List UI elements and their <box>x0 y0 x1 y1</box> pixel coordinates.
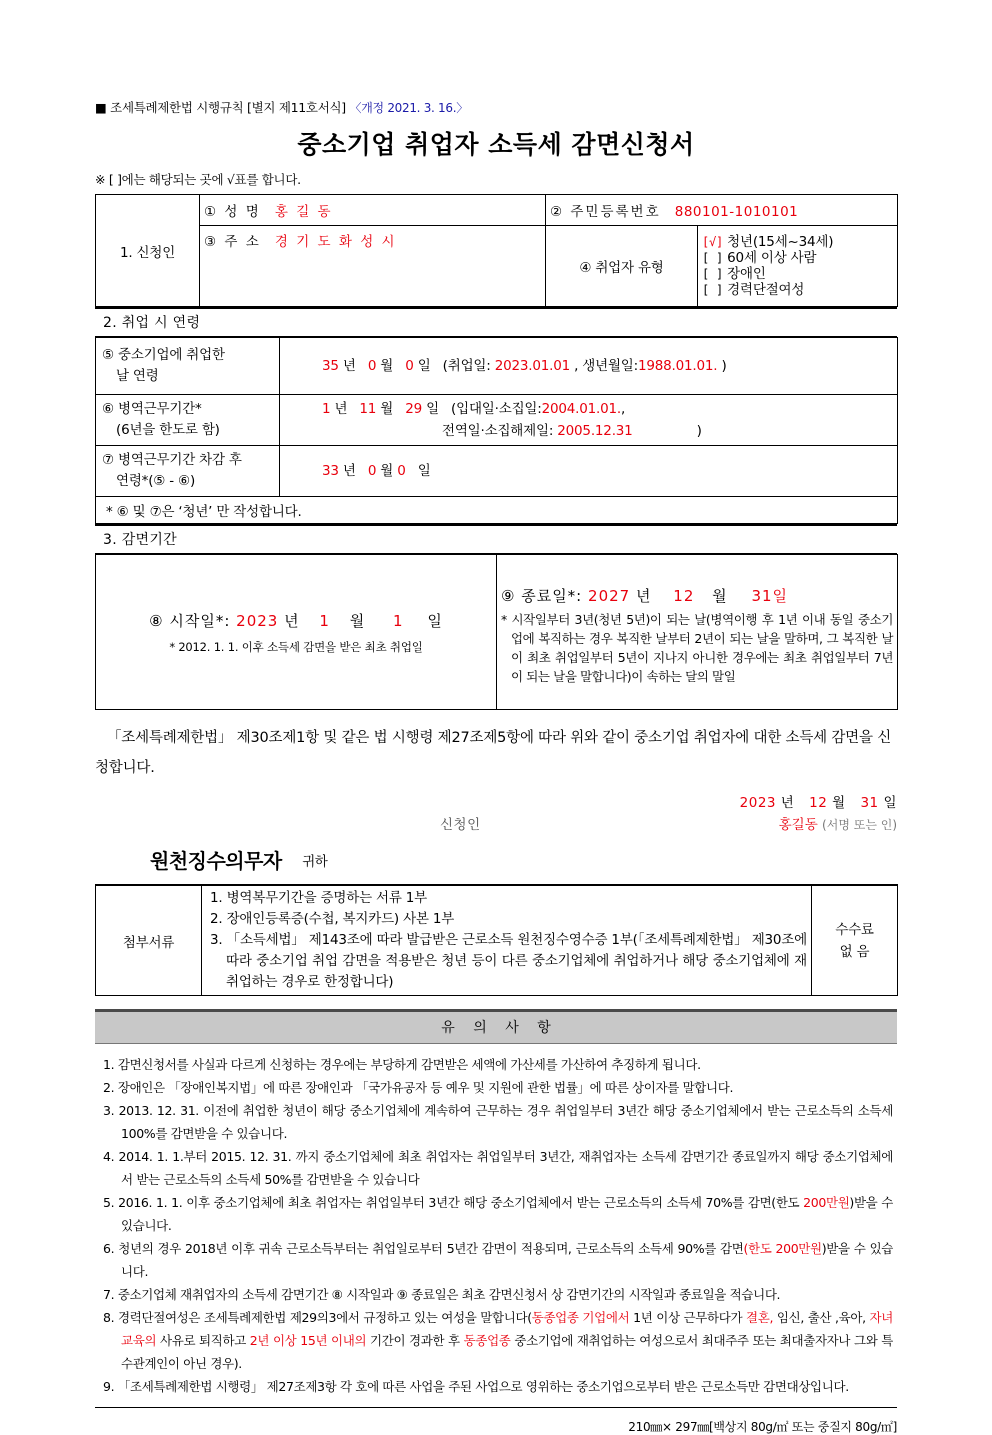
end-day: 31일 <box>751 586 789 605</box>
notice-text: 2014. 1. 1.부터 2015. 12. 31. 까지 중소기업체에 최초 취업자는 취업일부터 3년간, 재취업자는 소득세 감면기간 종료일까지 해당 중소기업체에서 받는 근로소득의 소득세 50%를 감면받을 수 있습니다 <box>118 1149 893 1187</box>
end-month: 12 <box>673 586 695 605</box>
declaration-year-unit: 년 <box>780 795 795 811</box>
address-label: ③ 주 소 <box>204 234 261 250</box>
employee-type-options <box>698 226 898 307</box>
type-option-label: 장애인 <box>727 266 766 282</box>
start-date-label: ⑧ 시작일*: <box>149 611 231 630</box>
type-option-senior[interactable] <box>702 250 893 266</box>
declaration-month: 12 <box>809 795 828 811</box>
row5-label <box>96 338 280 395</box>
employee-type-label: ④ 취업자 유형 <box>546 226 698 307</box>
row7-label-line2: 연령*(⑤ - ⑥) <box>116 473 196 489</box>
notice-item <box>99 1375 893 1398</box>
declaration-day: 31 <box>860 795 879 811</box>
fee-value: 없 음 <box>839 943 870 960</box>
row6-value <box>280 395 898 446</box>
row5-unit-year: 년 <box>342 358 356 374</box>
start-date-cell <box>96 555 497 710</box>
row6-line2 <box>322 420 893 442</box>
section2-heading: 2. 취업 시 연령 <box>95 307 897 337</box>
notice-item <box>99 1191 893 1237</box>
fee-cell <box>812 885 898 996</box>
address-field <box>200 226 546 307</box>
declaration-month-unit: 월 <box>832 795 846 811</box>
row7-unit-month: 월 <box>380 463 394 479</box>
row5-birth-prefix: , 생년월일: <box>574 358 638 374</box>
row6-months: 11 <box>359 401 377 417</box>
end-unit-year: 년 <box>636 586 652 605</box>
recipient-title: 원천징수의무자 <box>150 849 282 873</box>
attachments-label: 첨부서류 <box>96 885 202 996</box>
notice-text: )받을 수 있습니다. <box>121 1195 894 1233</box>
checkbox-icon[interactable]: [ ] <box>702 251 724 265</box>
notice-text: )받을 수 있습니다. <box>121 1241 894 1279</box>
declaration-year: 2023 <box>739 795 776 811</box>
end-date-label: ⑨ 종료일*: <box>501 586 583 605</box>
row5-label-line2: 날 연령 <box>116 368 159 384</box>
row5-hire-date: 2023.01.01 <box>494 358 570 374</box>
notice-number: 2. <box>103 1080 118 1095</box>
row6-enlist-date: 2004.01.01. <box>541 401 621 417</box>
table-row <box>96 195 898 226</box>
end-unit-month: 월 <box>712 586 728 605</box>
notice-text: 중소기업체 재취업자의 소득세 감면기간 ⑧ 시작일과 ⑨ 종료일은 최초 감면신청서 상 감면기간의 시작일과 종료일을 적습니다. <box>117 1287 781 1302</box>
row5-label-line1: ⑤ 중소기업에 취업한 <box>102 347 225 363</box>
row5-unit-day: 일 <box>417 358 431 374</box>
address-value: 경 기 도 화 성 시 <box>274 234 397 250</box>
list-item: 3. 「소득세법」 제143조에 따라 발급받은 근로소득 원천징수영수증 1부(「조세특례제한법」 제30조에 따라 중소기업 취업 감면을 적용받은 청년 등이 다른 중소기업체에 취업하거나 해당 중소기업체에 재취업하는 경우로 한정합니다) <box>210 932 807 990</box>
notice-item <box>99 1237 893 1283</box>
notices-list <box>95 1044 897 1408</box>
notice-highlight: 결혼, <box>746 1310 774 1325</box>
notice-text: 2013. 12. 31. 이전에 취업한 청년이 해당 중소기업체에 계속하여 근무하는 경우 취업일부터 3년간 해당 중소기업체에서 받는 근로소득의 소득세 100%를 감면받을 수 있습니다. <box>118 1103 893 1141</box>
row7-label-line1: ⑦ 병역근무기간 차감 후 <box>102 452 242 468</box>
table-row <box>96 395 898 446</box>
notice-number: 8. <box>103 1310 119 1325</box>
name-value: 홍 길 동 <box>274 204 333 220</box>
table-row <box>96 338 898 395</box>
row7-years: 33 <box>322 463 339 479</box>
notice-text: 1년 이상 근무하다가 <box>629 1310 746 1325</box>
table-row <box>96 226 898 307</box>
notice-highlight: 200만원 <box>803 1195 850 1210</box>
employment-age-table <box>95 337 898 524</box>
type-option-youth[interactable] <box>702 234 893 250</box>
row5-days: 0 <box>405 358 414 374</box>
attachments-list <box>202 885 812 996</box>
end-date-note: * 시작일부터 3년(청년 5년)이 되는 날(병역이행 후 1년 이내 동일 중소기업에 복직하는 경우 복직한 날부터 2년이 되는 날을 말하며, 그 복직한 날이 최초 취업일부터 5년이 지나지 아니한 경우에는 최초 취업일부터 7년이 되는 날을 말합니다)이 속하는 달의 말일 <box>501 611 893 684</box>
row5-years: 35 <box>322 358 339 374</box>
applicant-table <box>95 194 898 307</box>
paper-spec: 210㎜× 297㎜[백상지 80g/㎡ 또는 중질지 80g/㎡] <box>628 1420 897 1434</box>
row6-days: 29 <box>405 401 423 417</box>
row6-suffix: ) <box>696 423 702 439</box>
row6-label-line2: (6년을 한도로 함) <box>116 422 220 438</box>
applicant-signature-block <box>779 813 897 833</box>
notice-highlight: 동종업종 <box>463 1333 511 1348</box>
fee-label: 수수료 <box>835 921 874 938</box>
name-field <box>200 195 546 226</box>
notice-text: 임신, 출산 ,육아, <box>773 1310 870 1325</box>
reduction-period-table <box>95 554 898 710</box>
row6-years: 1 <box>322 401 331 417</box>
form-code-line <box>95 98 897 116</box>
row6-unit-day: 일 <box>426 401 439 417</box>
row5-value <box>280 338 898 395</box>
notice-number: 9. <box>103 1379 118 1394</box>
table-row <box>96 446 898 497</box>
row7-value <box>280 446 898 497</box>
notice-item <box>99 1145 893 1191</box>
table-row <box>96 885 898 996</box>
row6-line1 <box>322 398 893 420</box>
start-unit-year: 년 <box>284 611 300 630</box>
end-year: 2027 <box>588 586 631 605</box>
notice-text: 장애인은 「장애인복지법」에 따른 장애인과 「국가유공자 등 예우 및 지원에 관한 법률」에 따른 상이자를 말합니다. <box>117 1080 734 1095</box>
row7-months: 0 <box>367 463 377 479</box>
signature-hint: (서명 또는 인) <box>822 818 897 832</box>
row5-unit-month: 월 <box>380 358 394 374</box>
rrn-field <box>546 195 898 226</box>
declaration-date <box>95 791 897 811</box>
row6-comma: , <box>621 401 626 417</box>
row6-enlist-prefix: (입대일·소집일: <box>451 401 542 417</box>
signature-row <box>95 813 897 839</box>
notice-text: 「조세특례제한법 시행령」 제27조제3항 각 호에 따른 사업을 주된 사업으로 영위하는 중소기업으로부터 받은 근로소득만 감면대상입니다. <box>117 1379 849 1394</box>
list-item: 2. 장애인등록증(수첩, 복지카드) 사본 1부 <box>210 911 455 927</box>
declaration-text: 「조세특례제한법」 제30조제1항 및 같은 법 시행령 제27조제5항에 따라 위와 같이 중소기업 취업자에 대한 소득세 감면을 신청합니다. <box>95 730 892 776</box>
notice-item <box>99 1283 893 1306</box>
type-option-label: 60세 이상 사람 <box>727 250 817 266</box>
form-sheet <box>95 0 897 1435</box>
notices-section <box>95 1009 897 1408</box>
table-row <box>96 555 898 710</box>
notice-text: 사유로 퇴직하고 <box>156 1333 250 1348</box>
row5-suffix: ) <box>721 358 727 374</box>
type-option-label: 경력단절여성 <box>727 282 805 298</box>
section3-heading: 3. 감면기간 <box>95 524 897 554</box>
notice-highlight: 2년 이상 15년 이내의 <box>249 1333 367 1348</box>
checkbox-instruction: ※ [ ]에는 해당되는 곳에 √표를 합니다. <box>95 172 301 187</box>
start-year: 2023 <box>236 611 279 630</box>
end-date-line <box>501 585 893 606</box>
type-option-disabled[interactable] <box>702 266 893 282</box>
checkbox-icon[interactable]: [ ] <box>702 283 724 297</box>
name-label: ① 성 명 <box>204 204 261 220</box>
notice-highlight: 동종업종 기업에서 <box>531 1310 630 1325</box>
notice-item <box>99 1306 893 1375</box>
notice-number: 6. <box>103 1241 119 1256</box>
page-title: 중소기업 취업자 소득세 감면신청서 <box>297 130 695 159</box>
row6-unit-year: 년 <box>334 401 348 417</box>
notice-text: 경력단절여성은 조세특례제한법 제29의3에서 규정하고 있는 여성을 말합니다( <box>118 1310 532 1325</box>
row5-months: 0 <box>367 358 377 374</box>
row5-birth-date: 1988.01.01. <box>638 358 718 374</box>
start-month: 1 <box>319 611 330 630</box>
form-revision-text: 〈개정 2021. 3. 16.〉 <box>349 101 468 115</box>
notice-item <box>99 1099 893 1145</box>
rrn-label: ② 주민등록번호 <box>550 204 661 220</box>
notice-text: 중소기업에 재취업하는 여성으로서 최대주주 또는 최대출자자나 그와 특수관계인이 아닌 경우). <box>121 1333 893 1371</box>
row6-discharge-date: 2005.12.31 <box>557 423 633 439</box>
notice-item <box>99 1076 893 1099</box>
row7-days: 0 <box>397 463 406 479</box>
type-option-career-break-woman[interactable] <box>702 282 893 298</box>
row7-unit-year: 년 <box>342 463 356 479</box>
section2-footnote: * ⑥ 및 ⑦은 ‘청년’ 만 작성합니다. <box>96 497 898 524</box>
rrn-value: 880101-1010101 <box>674 204 799 220</box>
row6-label <box>96 395 280 446</box>
end-date-cell <box>497 555 898 710</box>
notice-number: 1. <box>103 1057 118 1072</box>
notice-number: 5. <box>103 1195 119 1210</box>
row5-hire-prefix: (취업일: <box>442 358 491 374</box>
declaration-day-unit: 일 <box>883 795 897 811</box>
recipient-line <box>95 845 897 874</box>
row6-unit-month: 월 <box>380 401 394 417</box>
notice-item <box>99 1053 893 1076</box>
start-date-note: * 2012. 1. 1. 이후 소득세 감면을 받은 최초 취업일 <box>169 639 423 654</box>
attachments-table <box>95 884 898 996</box>
section1-row-label: 1. 신청인 <box>96 195 200 307</box>
start-unit-day: 일 <box>427 611 443 630</box>
applicant-signature-name: 홍길동 <box>778 817 818 833</box>
row6-label-line1: ⑥ 병역근무기간* <box>102 401 202 417</box>
type-option-label: 청년(15세~34세) <box>727 234 834 250</box>
checkbox-icon[interactable]: [ ] <box>702 267 724 281</box>
notice-text: 2016. 1. 1. 이후 중소기업체에 최초 취업자는 취업일부터 3년간 해당 중소기업체에서 받는 근로소득의 소득세 70%를 감면(한도 <box>118 1195 804 1210</box>
row7-unit-day: 일 <box>417 463 431 479</box>
notices-heading: 유 의 사 항 <box>95 1009 897 1044</box>
notice-text: 감면신청서를 사실과 다르게 신청하는 경우에는 부당하게 감면받은 세액에 가산세를 가산하여 추징하게 됩니다. <box>117 1057 701 1072</box>
checkbox-checked-icon[interactable]: [√] <box>702 235 724 249</box>
notice-number: 4. <box>103 1149 119 1164</box>
notice-text: 기간이 경과한 후 <box>366 1333 464 1348</box>
start-day: 1 <box>393 611 404 630</box>
start-date-line <box>100 610 492 631</box>
notice-text: 청년의 경우 2018년 이후 귀속 근로소득부터는 취업일로부터 5년간 감면이 적용되며, 근로소득의 소득세 90%를 감면 <box>118 1241 744 1256</box>
start-unit-month: 월 <box>349 611 366 630</box>
applicant-signature-label: 신청인 <box>440 817 481 833</box>
notice-number: 3. <box>103 1103 119 1118</box>
row7-label <box>96 446 280 497</box>
list-item: 1. 병역복무기간을 증명하는 서류 1부 <box>210 890 428 906</box>
notice-number: 7. <box>103 1287 118 1302</box>
notice-highlight: 자녀교육의 <box>121 1310 893 1348</box>
notice-highlight: (한도 200만원 <box>743 1241 822 1256</box>
row6-discharge-prefix: 전역일·소집해제일: <box>442 423 554 439</box>
form-code-text: ■ 조세특례제한법 시행규칙 [별지 제11호서식] <box>95 100 346 115</box>
recipient-suffix: 귀하 <box>302 854 328 870</box>
table-row <box>96 497 898 524</box>
